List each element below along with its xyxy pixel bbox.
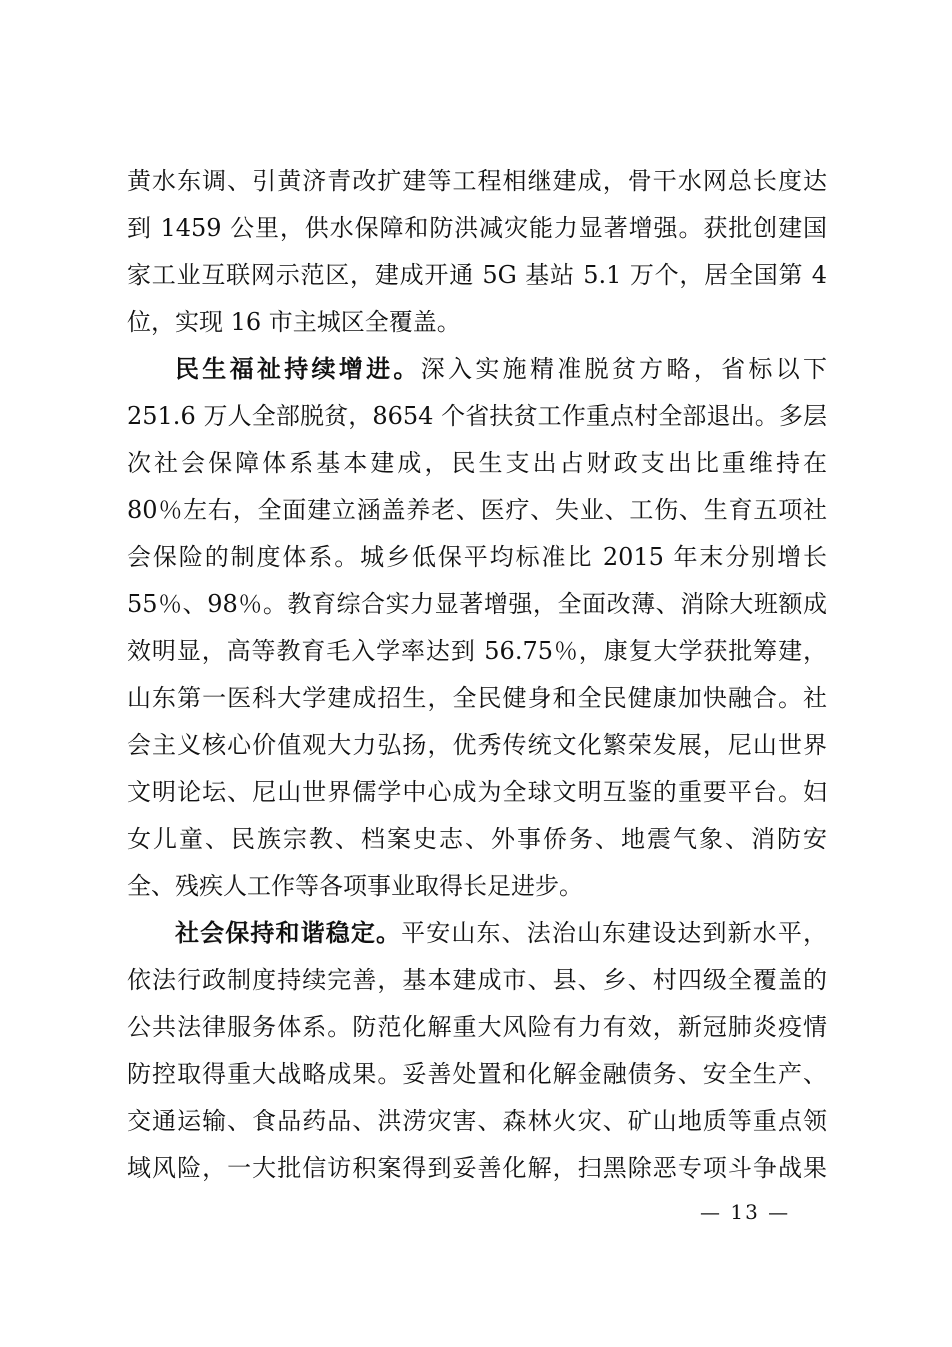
- text-line: 80％左右，全面建立涵盖养老、医疗、失业、工伤、生育五项社: [127, 496, 827, 524]
- text-line: 依法行政制度持续完善，基本建成市、县、乡、村四级全覆盖的: [127, 966, 827, 994]
- paragraph-first-line: [175, 910, 827, 956]
- paragraph-heading: 民生福祉持续增进。: [175, 354, 421, 383]
- text-segment: 深入实施精准脱贫方略，省标以下: [420, 355, 828, 383]
- paragraph-heading: 社会保持和谐稳定。: [175, 918, 402, 947]
- text-line: 全、残疾人工作等各项事业取得长足进步。: [127, 872, 583, 900]
- text-line: 会主义核心价值观大力弘扬，优秀传统文化繁荣发展，尼山世界: [127, 731, 827, 759]
- text-line: 到 1459 公里，供水保障和防洪减灾能力显著增强。获批创建国: [127, 214, 827, 242]
- text-line: 文明论坛、尼山世界儒学中心成为全球文明互鉴的重要平台。妇: [127, 778, 827, 806]
- text-line: 251.6 万人全部脱贫，8654 个省扶贫工作重点村全部退出。多层: [127, 402, 827, 430]
- paragraph-first-line: [175, 346, 827, 392]
- text-line: 效明显，高等教育毛入学率达到 56.75％，康复大学获批筹建，: [127, 637, 827, 665]
- text-line: 会保险的制度体系。城乡低保平均标准比 2015 年末分别增长: [127, 543, 827, 571]
- text-line: 公共法律服务体系。防范化解重大风险有力有效，新冠肺炎疫情: [127, 1013, 827, 1041]
- text-line: 位，实现 16 市主城区全覆盖。: [127, 308, 461, 336]
- text-line: 域风险，一大批信访积案得到妥善化解，扫黑除恶专项斗争战果: [127, 1154, 827, 1182]
- text-line: 交通运输、食品药品、洪涝灾害、森林火灾、矿山地质等重点领: [127, 1107, 827, 1135]
- text-line: 女儿童、民族宗教、档案史志、外事侨务、地震气象、消防安: [127, 825, 827, 853]
- text-line: 次社会保障体系基本建成，民生支出占财政支出比重维持在: [127, 449, 827, 477]
- text-line: 防控取得重大战略成果。妥善处置和化解金融债务、安全生产、: [127, 1060, 827, 1088]
- text-segment: 平安山东、法治山东建设达到新水平，: [401, 919, 828, 947]
- page-number: — 13 —: [700, 1200, 791, 1224]
- text-line: 山东第一医科大学建成招生，全民健身和全民健康加快融合。社: [127, 684, 827, 712]
- text-line: 55％、98％。教育综合实力显著增强，全面改薄、消除大班额成: [127, 590, 827, 618]
- text-line: 家工业互联网示范区，建成开通 5G 基站 5.1 万个，居全国第 4: [127, 261, 827, 289]
- text-line: 黄水东调、引黄济青改扩建等工程相继建成，骨干水网总长度达: [127, 167, 827, 195]
